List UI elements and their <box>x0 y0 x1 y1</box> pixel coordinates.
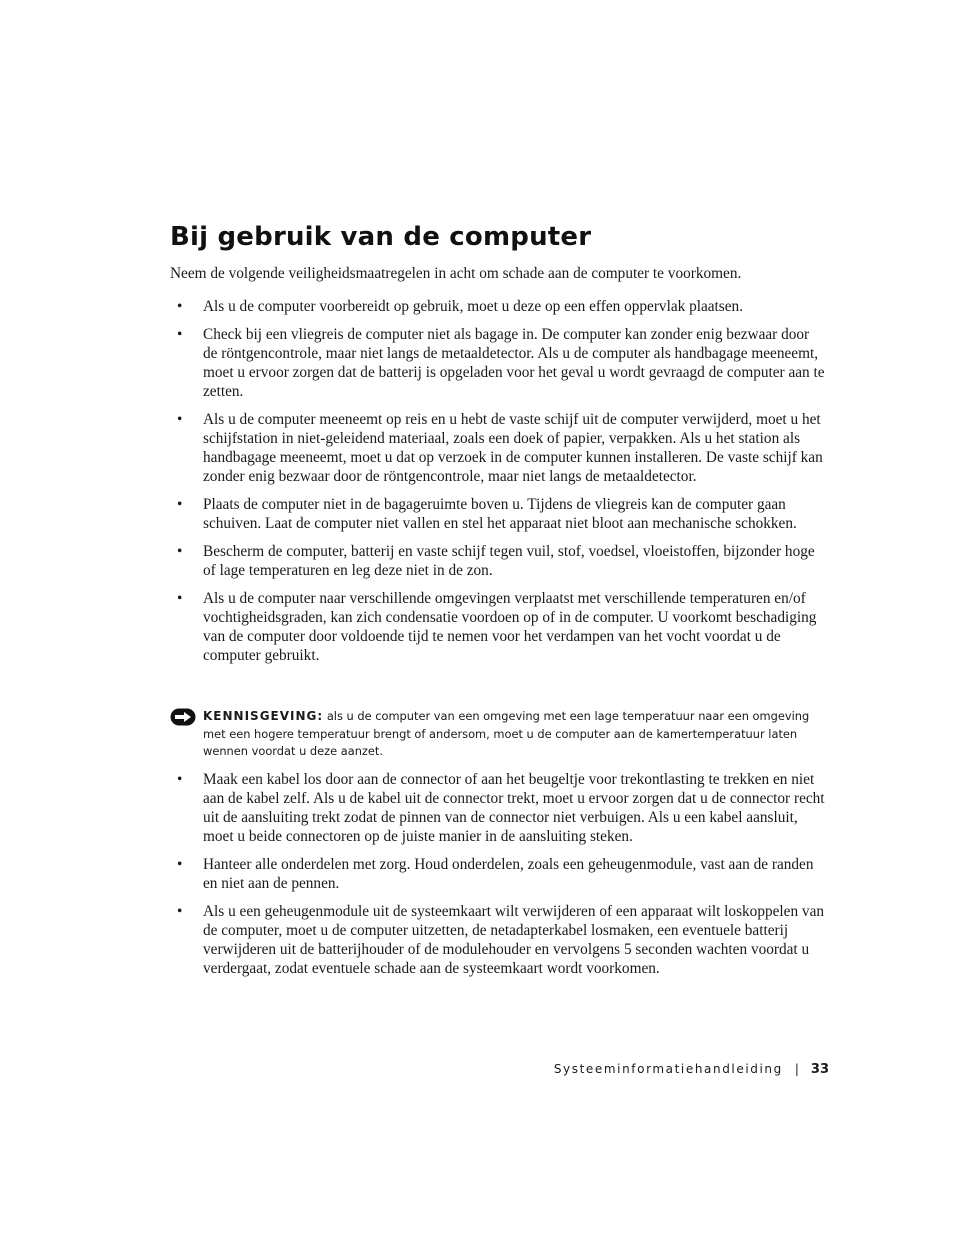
bullet-icon: • <box>177 496 183 513</box>
list-item <box>170 297 825 316</box>
bullet-list <box>170 770 825 978</box>
page-title: Bij gebruik van de computer <box>170 222 592 252</box>
safety-list-part-2 <box>170 770 825 987</box>
notice-label: KENNISGEVING: <box>203 709 324 723</box>
list-item <box>170 770 825 846</box>
list-item-text: Als u de computer naar verschillende omgevingen verplaatst met verschillende temperaturen en/of vochtigheidsgraden, kan zich condensatie voordoen op of in de computer. U voorkomt beschadiging van de computer door voldoende tijd te nemen voor het verdampen van het vocht voordat u de computer gebruikt. <box>203 590 817 664</box>
list-item-text: Als u de computer voorbereidt op gebruik, moet u deze op een effen oppervlak plaatsen. <box>203 298 744 315</box>
page-number: 33 <box>810 1062 829 1077</box>
bullet-icon: • <box>177 590 183 607</box>
notice-arrow-icon <box>170 708 196 726</box>
notice-block <box>170 708 830 772</box>
list-item <box>170 589 825 665</box>
bullet-list <box>170 297 825 665</box>
bullet-icon: • <box>177 326 183 343</box>
list-item <box>170 325 825 401</box>
list-item <box>170 410 825 486</box>
bullet-icon: • <box>177 411 183 428</box>
bullet-icon: • <box>177 903 183 920</box>
notice-text <box>203 708 830 761</box>
list-item-text: Bescherm de computer, batterij en vaste schijf tegen vuil, stof, voedsel, vloeistoffen, bijzonder hoge of lage temperaturen en leg deze niet in de zon. <box>203 543 815 579</box>
list-item <box>170 495 825 533</box>
notice-body: als u de computer van een omgeving met een lage temperatuur naar een omgeving met een hogere temperatuur brengt of andersom, moet u de computer aan de kamertemperatuur laten wennen voordat u deze aanzet. <box>203 709 810 758</box>
list-item-text: Als u een geheugenmodule uit de systeemkaart wilt verwijderen of een apparaat wilt loskoppelen van de computer, moet u de computer uitzetten, de netadapterkabel losmaken, een eventuele batterij verwijderen uit de batterijhouder of de modulehouder en vervolgens 5 seconden wachten voordat u verdergaat, zodat eventuele schade aan de systeemkaart wordt voorkomen. <box>203 903 825 977</box>
list-item-text: Hanteer alle onderdelen met zorg. Houd onderdelen, zoals een geheugenmodule, vast aan de randen en niet aan de pennen. <box>203 856 814 892</box>
list-item-text: Als u de computer meeneemt op reis en u hebt de vaste schijf uit de computer verwijderd, moet u het schijfstation in niet-geleidend materiaal, zoals een doek of papier, verpakken. Als u het station als handbagage meeneemt, moet u dat op verzoek in de computer kunnen installeren. De vaste schijf kan zonder enig bezwaar door de röntgencontrole, maar niet langs de metaaldetector. <box>203 411 823 485</box>
list-item <box>170 542 825 580</box>
footer-separator: | <box>794 1062 799 1076</box>
list-item-text: Check bij een vliegreis de computer niet als bagage in. De computer kan zonder enig bezwaar door de röntgencontrole, maar niet langs de metaaldetector. Als u de computer als handbagage meeneemt, moet u ervoor zorgen dat de batterij is opgeladen voor het geval u wordt gevraagd de computer aan te zetten. <box>203 326 825 400</box>
list-item <box>170 855 825 893</box>
list-item-text: Maak een kabel los door aan de connector of aan het beugeltje voor trekontlasting te trekken en niet aan de kabel zelf. Als u de kabel uit de connector trekt, moet u ervoor zorgen dat u de connector recht uit de aansluiting trekt zodat de pinnen van de connector niet verbuigen. Als u een kabel aansluit, moet u beide connectoren op de juiste manier in de aansluiting steken. <box>203 771 825 845</box>
page-footer <box>554 1062 829 1077</box>
bullet-icon: • <box>177 771 183 788</box>
footer-title: Systeeminformatiehandleiding <box>553 1062 783 1076</box>
bullet-icon: • <box>177 298 183 315</box>
intro-paragraph: Neem de volgende veiligheidsmaatregelen in acht om schade aan de computer te voorkomen. <box>170 265 742 282</box>
bullet-icon: • <box>177 543 183 560</box>
list-item <box>170 902 825 978</box>
list-item-text: Plaats de computer niet in de bagageruimte boven u. Tijdens de vliegreis kan de computer gaan schuiven. Laat de computer niet vallen en stel het apparaat niet bloot aan mechanische schokken. <box>203 496 797 532</box>
safety-list-part-1 <box>170 297 825 674</box>
bullet-icon: • <box>177 856 183 873</box>
